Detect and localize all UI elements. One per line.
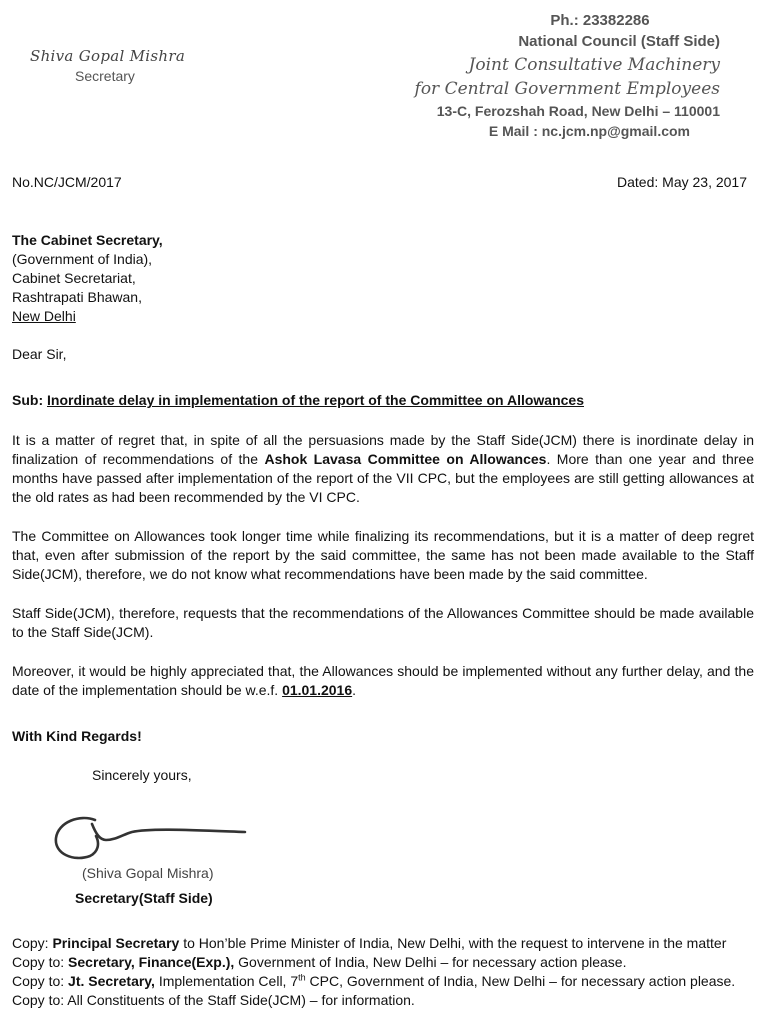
letterhead-address: 13-C, Ferozshah Road, New Delhi – 110001	[436, 103, 720, 119]
committee-name: Ashok Lavasa Committee on Allowances	[264, 451, 547, 467]
copy-line: Copy to: All Constituents of the Staff Side(JCM) – for information.	[12, 992, 415, 1008]
copy-prefix: Copy to:	[12, 973, 69, 989]
signatory-name: (Shiva Gopal Mishra)	[82, 865, 214, 881]
copy-line	[12, 972, 762, 991]
copy-prefix: Copy to:	[12, 954, 69, 970]
addressee-line: (Government of India),	[12, 251, 153, 267]
letterhead-cge: for Central Government Employees	[414, 79, 720, 99]
ordinal-suffix: th	[298, 972, 306, 983]
subject-prefix: Sub:	[12, 392, 44, 408]
paragraph-4	[12, 662, 754, 700]
copy-list	[12, 934, 762, 1010]
copy-recipient: Principal Secretary	[52, 935, 180, 951]
copy-text: Government of India, New Delhi – for necessary action please.	[234, 954, 627, 970]
copy-prefix: Copy:	[12, 935, 53, 951]
addressee-line: The Cabinet Secretary,	[12, 232, 163, 248]
salutation: Dear Sir,	[12, 346, 67, 362]
copy-recipient: Jt. Secretary,	[68, 973, 155, 989]
copy-text: to Hon’ble Prime Minister of India, New Delhi, with the request to intervene in the matter	[179, 935, 727, 951]
paragraph-1	[12, 431, 754, 507]
paragraph-3: Staff Side(JCM), therefore, requests that the recommendations of the Allowances Committee should be made available to the Staff Side(JCM).	[12, 605, 754, 640]
letterhead-block	[360, 10, 720, 141]
signature-graphic	[40, 800, 260, 870]
addressee-city: New Delhi	[12, 308, 76, 324]
copy-text: Implementation Cell, 7	[154, 973, 299, 989]
paragraph-2: The Committee on Allowances took longer time while finalizing its recommendations, but it is a matter of deep regret that, even after submission of the report by the said committee, the same has not been made available to the Staff Side(JCM), therefore, we do not know what recommendations have been made by the said committee.	[12, 528, 754, 582]
signatory-title: Secretary(Staff Side)	[75, 890, 213, 906]
subject-line	[12, 391, 754, 410]
subject-text: Inordinate delay in implementation of the report of the Committee on Allowances	[47, 392, 584, 408]
letterhead-phone: Ph.: 23382286	[550, 12, 650, 29]
letterhead-name: Shiva Gopal Mishra	[30, 47, 186, 65]
letter-date: Dated: May 23, 2017	[617, 174, 747, 190]
sincerely: Sincerely yours,	[92, 767, 192, 783]
reference-number: No.NC/JCM/2017	[12, 174, 122, 190]
para-text: Moreover, it would be highly appreciated that, the Allowances should be implemented without any further delay, and the date of the implementation should be w.e.f.	[12, 663, 754, 698]
copy-line	[12, 934, 762, 953]
para-text: It is a matter of regret that, in spite of all the persuasions made by the Staff Side(JCM) there is inordinate delay in finalization of recommendations of the	[12, 432, 754, 467]
addressee-line: Cabinet Secretariat,	[12, 270, 136, 286]
copy-recipient: Secretary, Finance(Exp.),	[68, 954, 235, 970]
letterhead-title: Secretary	[75, 68, 135, 84]
closing: With Kind Regards!	[12, 728, 142, 744]
para-text: .	[352, 682, 357, 698]
copy-line	[12, 953, 762, 972]
addressee-line: Rashtrapati Bhawan,	[12, 289, 142, 305]
letterhead-council: National Council (Staff Side)	[518, 33, 720, 50]
addressee-block	[12, 231, 163, 326]
letterhead-jcm: Joint Consultative Machinery	[468, 55, 720, 75]
copy-text: CPC, Government of India, New Delhi – for necessary action please.	[305, 973, 736, 989]
para-text: . More than one year and three months have passed after implementation of the report of the VII CPC, but the employees are still getting allowances at the old rates as had been recommended by the VI CPC.	[12, 451, 754, 505]
letterhead-email: E Mail : nc.jcm.np@gmail.com	[488, 123, 690, 139]
implementation-date: 01.01.2016	[282, 682, 353, 698]
